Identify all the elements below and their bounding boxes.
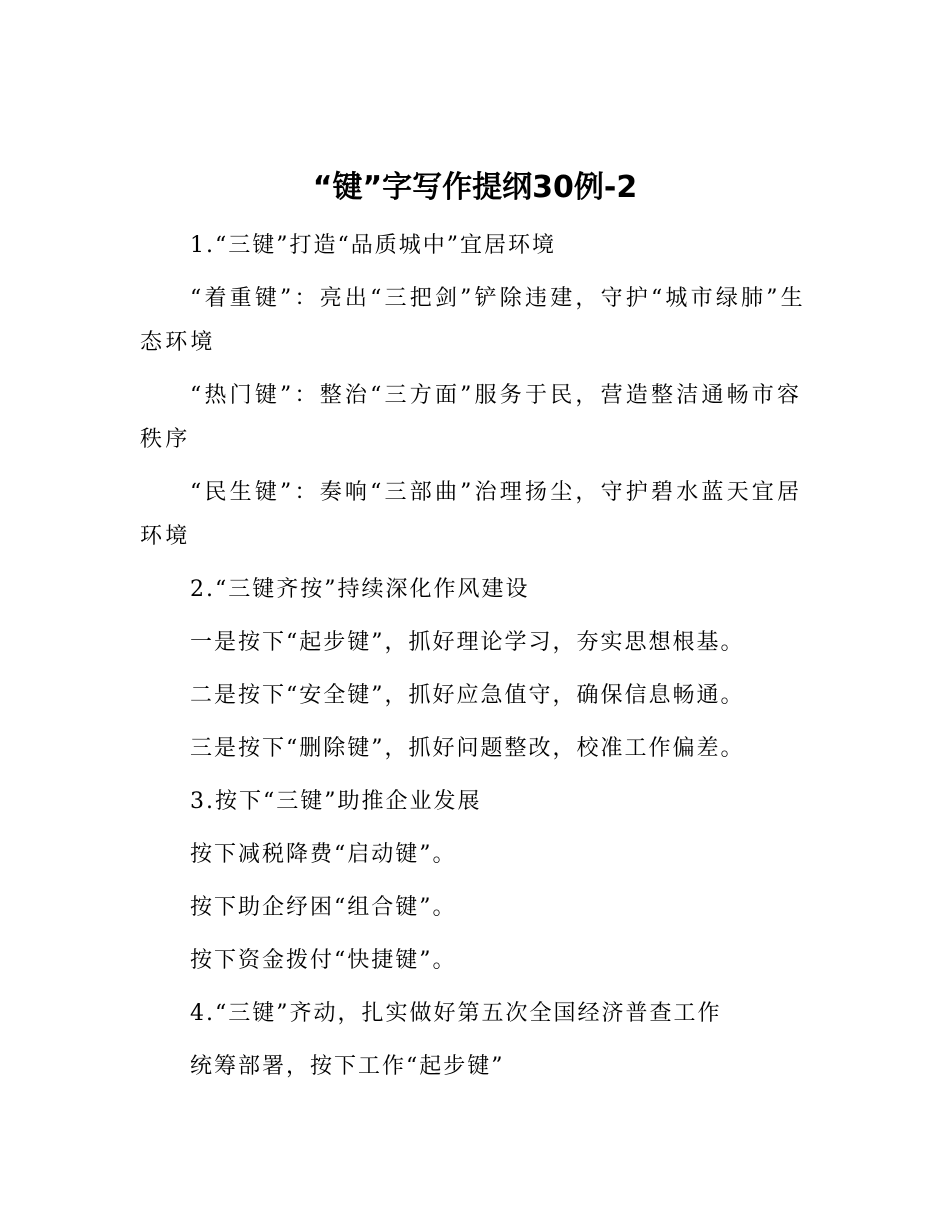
section-heading-4: 4.“三键”齐动，扎实做好第五次全国经济普查工作 — [190, 1001, 722, 1026]
paragraph-focus-key: “着重键”：亮出“三把剑”铲除违建，守护“城市绿肺”生态环境 — [140, 286, 806, 355]
paragraph-hot-key: “热门键”：整治“三方面”服务于民，营造整洁通畅市容秩序 — [140, 383, 803, 452]
paragraph-launch-key: 按下减税降费“启动键”。 — [190, 842, 457, 867]
paragraph-livelihood-key: “民生键”：奏响“三部曲”治理扬尘，守护碧水蓝天宜居环境 — [140, 480, 803, 549]
document-title: “键”字写作提纲30例-2 — [312, 170, 638, 205]
paragraph-combo-key: 按下助企纾困“组合键”。 — [190, 895, 457, 920]
paragraph-delete-key: 三是按下“删除键”，抓好问题整改，校准工作偏差。 — [190, 736, 745, 761]
paragraph-shortcut-key: 按下资金拨付“快捷键”。 — [190, 948, 457, 973]
section-heading-1: 1.“三键”打造“品质城中”宜居环境 — [190, 233, 556, 258]
section-heading-2: 2.“三键齐按”持续深化作风建设 — [190, 577, 530, 602]
paragraph-start-key: 一是按下“起步键”，抓好理论学习，夯实思想根基。 — [190, 630, 745, 655]
paragraph-work-start-key: 统筹部署，按下工作“起步键” — [190, 1054, 505, 1079]
section-heading-3: 3.按下“三键”助推企业发展 — [190, 789, 482, 814]
document-body — [140, 224, 810, 1098]
paragraph-safety-key: 二是按下“安全键”，抓好应急值守，确保信息畅通。 — [190, 683, 745, 708]
